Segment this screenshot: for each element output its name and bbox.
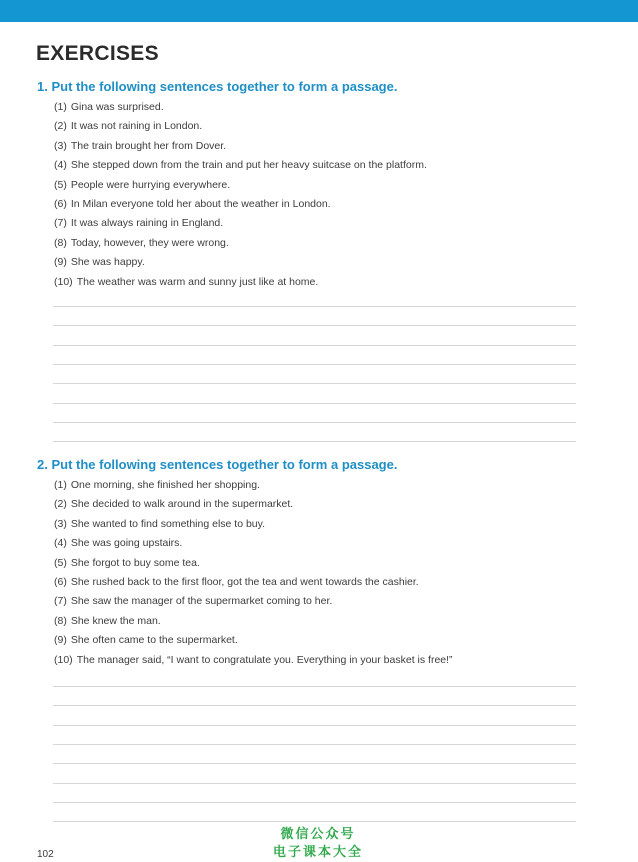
- sentence-number: (5): [54, 178, 67, 191]
- answer-line: [53, 705, 576, 706]
- sentence-text: She saw the manager of the supermarket coming to her.: [70, 595, 333, 608]
- sentence-item: [54, 612, 453, 631]
- sentence-item: [54, 176, 427, 195]
- sentence-text: She wanted to find something else to buy.: [70, 517, 266, 530]
- answer-line: [53, 744, 576, 745]
- sentence-item: [54, 631, 453, 650]
- sentence-item: [54, 592, 453, 611]
- sentence-text: It was not raining in London.: [70, 120, 203, 133]
- sentence-item: [54, 273, 427, 292]
- exercise-number: 2.: [37, 457, 48, 472]
- sentence-number: (6): [54, 575, 67, 588]
- sentence-text: She knew the man.: [70, 614, 161, 627]
- answer-line: [53, 383, 576, 384]
- exercise-instruction: Put the following sentences together to form a passage.: [51, 79, 398, 94]
- sentence-text: She often came to the supermarket.: [70, 634, 238, 647]
- answer-line: [53, 441, 576, 442]
- exercise-heading: [37, 457, 397, 472]
- sentence-item: [54, 156, 427, 175]
- sentence-text: Gina was surprised.: [70, 101, 164, 113]
- sentence-number: (2): [54, 120, 67, 133]
- sentence-item: [54, 117, 427, 136]
- sentence-item: [54, 495, 453, 514]
- sentence-item: [54, 534, 453, 553]
- exercise-heading: [37, 79, 397, 94]
- sentence-number: (4): [54, 159, 67, 172]
- sentence-text: Today, however, they were wrong.: [70, 236, 229, 249]
- sentence-number: (4): [54, 537, 67, 550]
- answer-line: [53, 345, 576, 346]
- page-number: 102: [37, 849, 54, 860]
- answer-line: [53, 821, 576, 822]
- sentence-item: [54, 476, 453, 495]
- sentence-item: [54, 253, 427, 272]
- answer-line: [53, 686, 576, 687]
- exercise-instruction: Put the following sentences together to form a passage.: [51, 457, 398, 472]
- sentence-text: She stepped down from the train and put her heavy suitcase on the platform.: [70, 159, 427, 172]
- sentence-number: (7): [54, 595, 67, 608]
- watermark-line-2: 电子课本大全: [272, 845, 363, 860]
- answer-line: [53, 802, 576, 803]
- sentence-number: (2): [54, 498, 67, 511]
- watermark: [262, 826, 374, 862]
- sentence-number: (1): [54, 101, 67, 113]
- sentence-text: She decided to walk around in the supermarket.: [70, 498, 294, 511]
- sentence-text: People were hurrying everywhere.: [70, 178, 231, 191]
- sentence-text: In Milan everyone told her about the weather in London.: [70, 197, 331, 210]
- sentence-number: (8): [54, 236, 67, 249]
- answer-line: [53, 422, 576, 423]
- sentence-item: [54, 137, 427, 156]
- sentence-number: (7): [54, 217, 67, 230]
- sentence-item: [54, 554, 453, 573]
- sentence-item: [54, 651, 453, 670]
- sentence-item: [54, 214, 427, 233]
- sentence-text: She rushed back to the first floor, got the tea and went towards the cashier.: [70, 575, 419, 588]
- sentence-number: (9): [54, 256, 67, 269]
- sentence-item: [54, 234, 427, 253]
- answer-line: [53, 364, 576, 365]
- watermark-line-1: 微信公众号: [280, 827, 356, 842]
- sentence-text: The manager said, “I want to congratulate you. Everything in your basket is free!”: [76, 653, 453, 666]
- answer-line: [53, 783, 576, 784]
- sentence-number: (9): [54, 634, 67, 647]
- sentence-list: [54, 476, 453, 670]
- answer-line: [53, 325, 576, 326]
- sentence-text: One morning, she finished her shopping.: [70, 479, 260, 491]
- sentence-number: (6): [54, 197, 67, 210]
- answer-line: [53, 306, 576, 307]
- exercise-number: 1.: [37, 79, 48, 94]
- sentence-text: It was always raining in England.: [70, 217, 224, 230]
- sentence-text: She forgot to buy some tea.: [70, 556, 200, 569]
- page-title: EXERCISES: [36, 42, 159, 65]
- answer-line: [53, 763, 576, 764]
- top-color-bar: [0, 0, 638, 22]
- sentence-number: (10): [54, 275, 73, 288]
- sentence-text: The train brought her from Dover.: [70, 139, 227, 152]
- sentence-text: She was going upstairs.: [70, 537, 183, 550]
- sentence-item: [54, 98, 427, 117]
- answer-line: [53, 403, 576, 404]
- sentence-number: (10): [54, 653, 73, 666]
- sentence-number: (5): [54, 556, 67, 569]
- sentence-text: The weather was warm and sunny just like at home.: [76, 275, 319, 288]
- sentence-number: (3): [54, 139, 67, 152]
- sentence-text: She was happy.: [70, 256, 145, 269]
- sentence-item: [54, 573, 453, 592]
- sentence-item: [54, 515, 453, 534]
- answer-line: [53, 725, 576, 726]
- sentence-number: (1): [54, 479, 67, 491]
- sentence-list: [54, 98, 427, 292]
- sentence-item: [54, 195, 427, 214]
- sentence-number: (3): [54, 517, 67, 530]
- sentence-number: (8): [54, 614, 67, 627]
